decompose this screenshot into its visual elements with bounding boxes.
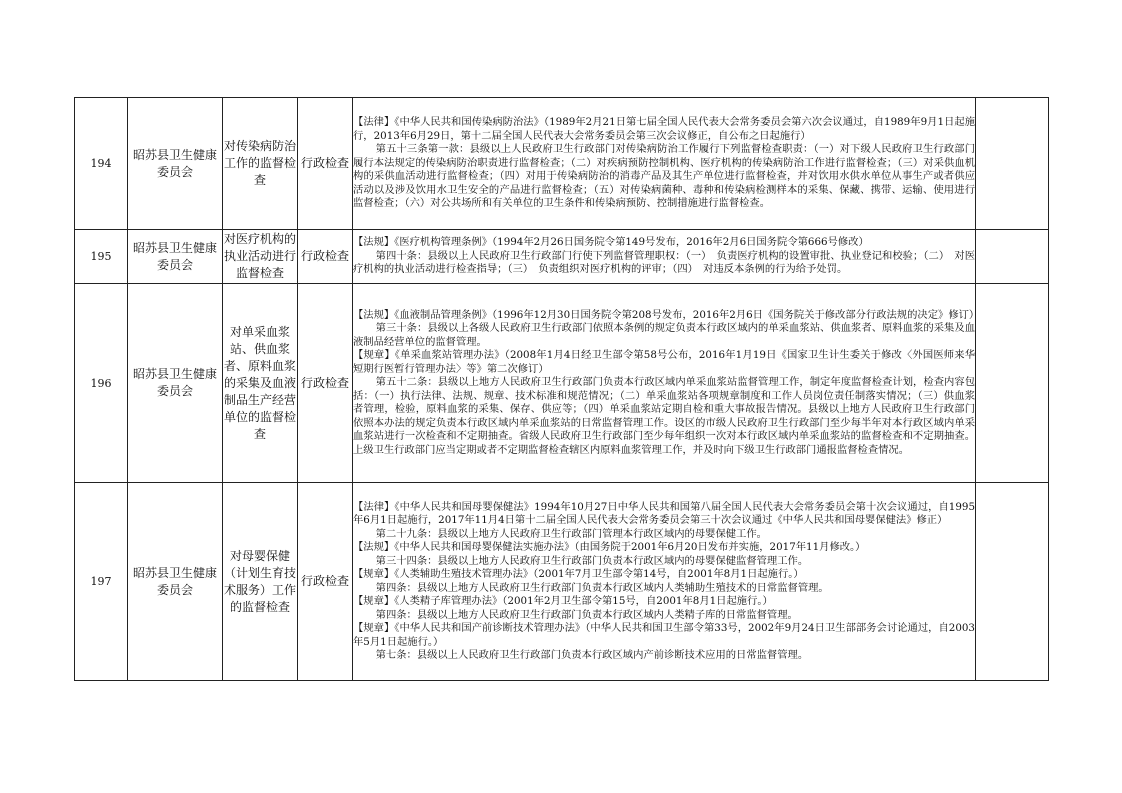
basis-article: 第三十条：县级以上各级人民政府卫生行政部门依照本条例的规定负责本行政区域内的单采血浆站、供血浆者、原料血浆的采集及血液制品经营单位的监督管理。: [353, 322, 975, 348]
basis-heading: 【规章】《人类精子库管理办法》（2001年2月卫生部令第15号，自2001年8月1日起施行。）: [353, 595, 773, 607]
legal-basis-cell: [353, 483, 976, 681]
department-cell: 昭苏县卫生健康委员会: [128, 230, 223, 284]
row-number: 197: [75, 483, 128, 681]
item-type-cell: 行政检查: [298, 284, 353, 483]
basis-article: 第四条：县级以上地方人民政府卫生行政部门负责本行政区域内人类辅助生殖技术的日常监督管理。: [375, 581, 829, 594]
basis-heading: 【法律】《中华人民共和国传染病防治法》（1989年2月21日第七届全国人民代表大会常务委员会第六次会议通过，自1989年9月1日起施行，2013年6月29日，第十二届全国人民代表大会常务委员会第三次会议修正，自公布之日起施行）: [353, 116, 975, 142]
basis-heading: 【法律】《中华人民共和国母婴保健法》1994年10月27日中华人民共和国第八届全国人民代表大会常务委员会第十次会议通过，自1995年6月1日起施行，2017年11月4日第十二届全国人民代表大会常务委员会第三十次会议通过《中华人民共和国母婴保健法》修正）: [353, 500, 975, 526]
item-type-cell: 行政检查: [298, 483, 353, 681]
basis-article: 第七条：县级以上人民政府卫生行政部门负责本行政区域内产前诊断技术应用的日常监督管理。: [375, 649, 809, 661]
legal-basis-cell: [353, 98, 976, 230]
basis-article: 第四十条：县级以上人民政府卫生行政部门行使下列监督管理职权：（一） 负责医疗机构的设置审批、执业登记和校验；（二） 对医疗机构的执业活动进行检查指导；（三） 负责组织对医疗机构的评审；（四） 对违反本条例的行为给予处罚。: [353, 249, 975, 276]
basis-heading: 【法规】《医疗机构管理条例》（1994年2月26日国务院令第149号发布，2016年2月6日国务院令第666号修改）: [353, 236, 869, 249]
table-row: [75, 284, 1049, 483]
table-row: [75, 483, 1049, 681]
item-name-cell: 对单采血浆站、供血浆者、原料血浆的采集及血液制品生产经营单位的监督检查: [223, 284, 298, 483]
remark-cell: [976, 230, 1049, 284]
row-number: 196: [75, 284, 128, 483]
row-number: 195: [75, 230, 128, 284]
table-row: [75, 230, 1049, 284]
legal-basis-cell: [353, 230, 976, 284]
basis-article: 第五十三条第一款：县级以上人民政府卫生行政部门对传染病防治工作履行下列监督检查职责：（一）对下级人民政府卫生行政部门履行本法规定的传染病防治职责进行监督检查；（二）对疾病预防控制机构、医疗机构的传染病防治工作进行监督检查；（三）对采供血机构的采供血活动进行监督检查；（四）对用于传染病防治的消毒产品及其生产单位进行监督检查，并对饮用水供水单位从事生产或者供应活动以及涉及饮用水卫生安全的产品进行监督检查；（五）对传染病菌种、毒种和传染病检测样本的采集、保藏、携带、运输、使用进行监督检查；（六）对公共场所和有关单位的卫生条件和传染病预防、控制措施进行监督检查。: [353, 143, 975, 210]
row-number: 194: [75, 98, 128, 230]
matters-table: [74, 97, 1049, 681]
table-row: [75, 98, 1049, 230]
basis-article: 第三十四条：县级以上地方人民政府卫生行政部门负责本行政区域内的母婴保健监督管理工作。: [375, 554, 809, 567]
remark-cell: [976, 284, 1049, 483]
item-type-cell: 行政检查: [298, 230, 353, 284]
basis-heading: 【规章】《中华人民共和国产前诊断技术管理办法》（中华人民共和国卫生部令第33号，2002年9月24日卫生部部务会讨论通过，自2003年5月1日起施行。）: [353, 622, 975, 648]
department-cell: 昭苏县卫生健康委员会: [128, 98, 223, 230]
department-cell: 昭苏县卫生健康委员会: [128, 284, 223, 483]
basis-article: 第四条：县级以上地方人民政府卫生行政部门负责本行政区域内人类精子库的日常监督管理。: [375, 608, 798, 621]
basis-heading: 【规章】《单采血浆站管理办法》（2008年1月4日经卫生部令第58号公布，2016年1月19日《国家卫生计生委关于修改〈外国医师来华短期行医暂行管理办法〉等》第二次修订）: [353, 349, 975, 375]
basis-heading: 【法规】《血液制品管理条例》（1996年12月30日国务院令第208号发布，2016年2月6日《国务院关于修改部分行政法规的决定》修订）: [353, 308, 980, 321]
item-name-cell: 对母婴保健（计划生育技术服务）工作的监督检查: [223, 483, 298, 681]
basis-article: 第五十二条：县级以上地方人民政府卫生行政部门负责本行政区域内单采血浆站监督管理工作，制定年度监督检查计划，检查内容包括：（一）执行法律、法规、规章、技术标准和规范情况；（二）单采血浆站各项规章制度和工作人员岗位责任制落实情况；（三）供血浆者管理，检验，原料血浆的采集、保存、供应等；（四）单采血浆站定期自检和重大事故报告情况。县级以上地方人民政府卫生行政部门依照本办法的规定负责本行政区域内单采血浆站的日常监督管理工作。设区的市级人民政府卫生行政部门至少每半年对本行政区域内单采血浆站进行一次检查和不定期抽查。省级人民政府卫生行政部门至少每年组织一次对本行政区域内单采血浆站的监督检查和不定期抽查。上级卫生行政部门应当定期或者不定期监督检查辖区内原料血浆管理工作，并及时向下级卫生行政部门通报监督检查情况。: [353, 376, 975, 456]
item-name-cell: 对传染病防治工作的监督检查: [223, 98, 298, 230]
item-type-cell: 行政检查: [298, 98, 353, 230]
legal-basis-cell: [353, 284, 980, 483]
department-cell: 昭苏县卫生健康委员会: [128, 483, 223, 681]
item-name-cell: 对医疗机构的执业活动进行监督检查: [223, 230, 298, 284]
basis-heading: 【规章】《人类辅助生殖技术管理办法》（2001年7月卫生部令第14号，自2001年8月1日起施行。）: [353, 568, 804, 580]
remark-cell: [976, 98, 1049, 230]
basis-heading: 【法规】《中华人民共和国母婴保健法实施办法》（由国务院于2001年6月20日发布并实施，2017年11月修改。）: [353, 541, 866, 553]
remark-cell: [976, 483, 1049, 681]
basis-article: 第二十九条：县级以上地方人民政府卫生行政部门管理本行政区域内的母婴保健工作。: [375, 527, 767, 540]
